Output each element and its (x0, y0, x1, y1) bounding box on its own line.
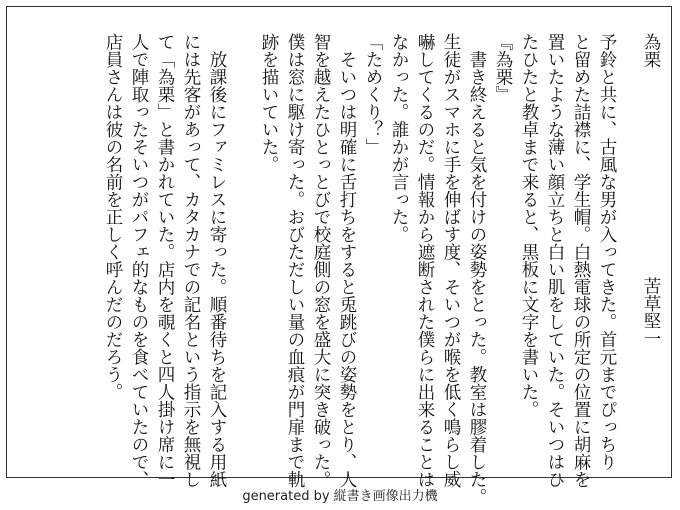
author-name: 苦草堅一 (641, 277, 661, 347)
text-line: 生徒がスマホに手を伸ばす度、そいつが喉を低く鳴らし威 (441, 33, 461, 488)
generator-footer: generated by 縦書き画像出力機 (242, 489, 438, 504)
text-line: 「ためくり？」 (363, 33, 383, 156)
text-line: 店員さんは彼の名前を正しく呼んだのだろう。 (103, 33, 123, 401)
text-line: 置いたような薄い顔立ちと白い肌をしていた。そいつはひ (545, 33, 565, 488)
story-title: 為栗 (641, 33, 661, 68)
text-line: 書き終えると気を付けの姿勢をとった。教室は膠着した。 (467, 33, 487, 506)
text-line: 跡を描いていた。 (259, 33, 279, 173)
text-line: 人で陣取ったそいつがパフェ的なものを食べていたので、 (129, 33, 149, 488)
text-line: と留めた詰襟に、学生帽。白熱電球の所定の位置に胡麻を (571, 33, 591, 488)
text-line: 放課後にファミレスに寄った。順番待ちを記入する用紙 (207, 33, 227, 488)
text-line: たひたと教卓まで来ると、黒板に文字を書いた。 (519, 33, 539, 418)
text-line: 僕は窓に駆け寄った。おびただしい量の血痕が門扉まで軌 (285, 33, 305, 488)
text-line: 嚇してくるのだ。情報から遮断された僕らに出来ることは (415, 33, 435, 488)
text-line: 予鈴と共に、古風な男が入ってきた。首元までぴっちり (597, 33, 617, 471)
text-line: なかった。誰かが言った。 (389, 33, 409, 243)
text-line: には先客があって、カタカナでの記名という指示を無視し (181, 33, 201, 488)
text-line: そいつは明確に舌打ちをすると兎跳びの姿勢をとり、人 (337, 33, 357, 488)
text-line: 『為栗』 (493, 33, 513, 103)
text-line: 智を越えたひとっとびで校庭側の窓を盛大に突き破った。 (311, 33, 331, 488)
text-line: て「為栗」と書かれていた。店内を覗くと四人掛け席に一 (155, 33, 175, 488)
